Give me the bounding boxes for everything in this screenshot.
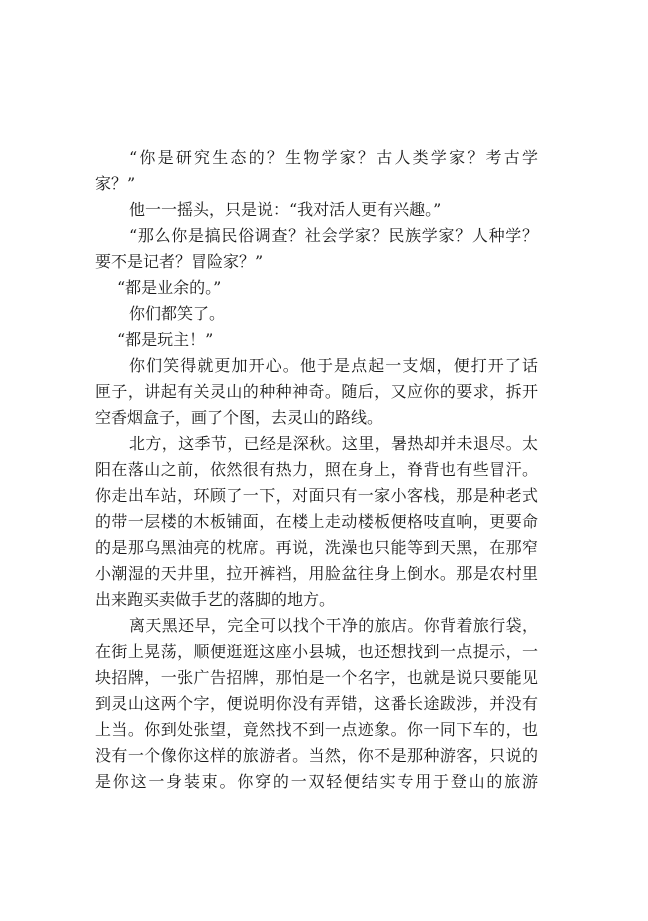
text-line: 的是那乌黑油亮的枕席。再说，洗澡也只能等到天黑，在那窄 <box>95 538 538 557</box>
text-line: 小潮湿的天井里，拉开裤裆，用脸盆往身上倒水。那是农村里 <box>95 564 538 583</box>
text-line: 空香烟盒子，画了个图，去灵山的路线。 <box>95 408 384 427</box>
text-line: 北方，这季节，已经是深秋。这里，暑热却并未退尽。太 <box>129 434 538 453</box>
paragraph <box>95 327 538 353</box>
text-line: 的带一层楼的木板铺面，在楼上走动楼板便格吱直响，更要命 <box>95 512 538 531</box>
text-line: 你走出车站，环顾了一下，对面只有一家小客栈，那是种老式 <box>95 486 538 505</box>
text-line: 他一一摇头，只是说：“我对活人更有兴趣。” <box>129 200 442 219</box>
text-line: 你们笑得就更加开心。他于是点起一支烟，便打开了话 <box>129 356 538 375</box>
text-line: 到灵山这两个字，便说明你没有弄错，这番长途跋涉，并没有 <box>95 694 538 713</box>
text-line: 块招牌，一张广告招牌，那怕是一个名字，也就是说只要能见 <box>95 668 538 687</box>
paragraph <box>95 275 538 301</box>
paragraph <box>95 197 538 223</box>
text-line: 出来跑买卖做手艺的落脚的地方。 <box>95 590 336 609</box>
text-line: 在街上晃荡，顺便逛逛这座小县城，也还想找到一点提示，一 <box>95 642 538 661</box>
text-line: 没有一个像你这样的旅游者。当然，你不是那种游客，只说的 <box>95 746 538 765</box>
text-line: 阳在落山之前，依然很有热力，照在身上，脊背也有些冒汗。 <box>95 460 538 479</box>
paragraph <box>95 145 538 197</box>
text-line: 你们都笑了。 <box>129 304 226 323</box>
text-line: 家？” <box>95 174 136 193</box>
text-line: “你是研究生态的？生物学家？古人类学家？考古学 <box>129 148 538 167</box>
text-line: “都是玩主！” <box>117 330 214 349</box>
text-line: 是你这一身装束。你穿的一双轻便结实专用于登山的旅游 <box>95 772 538 791</box>
text-line: “那么你是搞民俗调查？社会学家？民族学家？人种学？ <box>129 226 538 245</box>
paragraph <box>95 613 538 795</box>
text-line: “都是业余的。” <box>117 278 222 297</box>
body-text <box>95 145 538 795</box>
paragraph <box>95 301 538 327</box>
paragraph <box>95 223 538 275</box>
text-line: 离天黑还早，完全可以找个干净的旅店。你背着旅行袋， <box>129 616 538 635</box>
text-line: 要不是记者？冒险家？” <box>95 252 264 271</box>
paragraph <box>95 431 538 613</box>
text-line: 匣子，讲起有关灵山的种种神奇。随后，又应你的要求，拆开 <box>95 382 538 401</box>
paragraph <box>95 353 538 431</box>
text-line: 上当。你到处张望，竟然找不到一点迹象。你一同下车的，也 <box>95 720 538 739</box>
